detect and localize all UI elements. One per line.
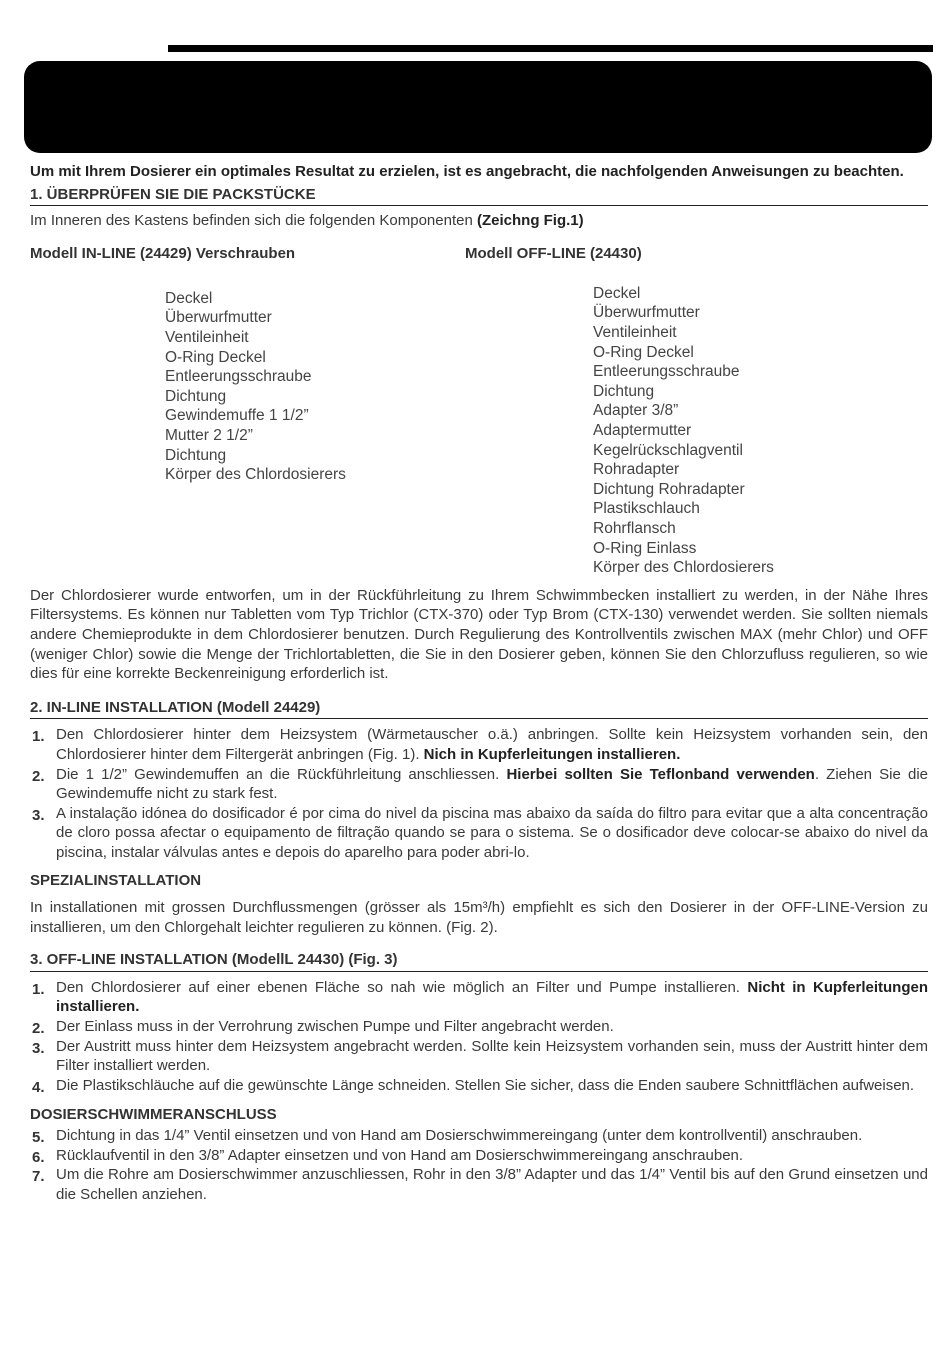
step-number: 2. (32, 767, 45, 785)
step-number: 1. (32, 980, 45, 998)
offline-part: Adaptermutter (593, 421, 692, 439)
offline-part: Entleerungsschraube (593, 363, 740, 381)
step-text: Die 1 1/2” Gewindemuffen an die Rückführleitung anschliessen. (56, 765, 507, 783)
inline-part: Körper des Chlordosierers (165, 466, 346, 484)
inline-parts-list (165, 289, 346, 485)
step-text: Rücklaufventil in den 3/8” Adapter einsetzen und von Hand am Dosierschwimmereingang anschrauben. (56, 1146, 744, 1164)
float-connection-steps (30, 1126, 928, 1204)
offline-part: Überwurfmutter (593, 304, 700, 322)
float-connection-heading: DOSIERSCHWIMMERANSCHLUSS (30, 1106, 277, 1124)
step-number: 7. (32, 1168, 45, 1186)
step-number: 3. (32, 1039, 45, 1057)
inline-part: Dichtung (165, 387, 227, 405)
list-item (30, 804, 928, 863)
step-warning: Hierbei sollten Sie Teflonband verwenden (506, 765, 815, 783)
step-text: A instalação idónea do dosificador é por cima do nivel da piscina mas abaixo da saída do filtro para evitar que a alta concentração de cloro possa afectar o equipamento de filtração quando se para o sistema. Se o dosificador deve colocar-se abaixo do nivel da piscina, instalar válvulas antes e depois do aparelho para poder abri-lo. (56, 804, 928, 861)
list-item (30, 725, 928, 764)
special-installation-heading: SPEZIALINSTALLATION (30, 871, 202, 889)
title-banner (24, 61, 932, 153)
inline-part: Dichtung (165, 446, 227, 464)
inline-installation-steps (30, 725, 928, 862)
offline-part: Kegelrückschlagventil (593, 441, 743, 459)
step-number: 6. (32, 1148, 45, 1166)
step-text: Um die Rohre am Dosierschwimmer anzuschliessen, Rohr in den 3/8” Adapter und das 1/4” Ventil bis auf den Grund einsetzen und die Schellen anziehen. (56, 1166, 928, 1203)
offline-part: Dichtung Rohradapter (593, 480, 745, 498)
offline-part: Dichtung (593, 382, 655, 400)
step-text: Den Chlordosierer hinter dem Heizsystem (Wärmetauscher o.ä.) anbringen. Sollte kein Heizsystem vorhanden sein, den Chlordosierer hinter dem Filtergerät anbringen (Fig. 1). (56, 726, 928, 763)
step-number: 1. (32, 728, 45, 746)
list-item (30, 1037, 928, 1076)
offline-part: Körper des Chlordosierers (593, 559, 774, 577)
offline-part: Ventileinheit (593, 323, 677, 341)
list-item (30, 978, 928, 1017)
inline-part: Überwurfmutter (165, 309, 272, 327)
offline-part: O-Ring Deckel (593, 343, 694, 361)
offline-model-title: Modell OFF-LINE (24430) (465, 244, 642, 262)
model-parts-lists (30, 244, 928, 586)
list-item (30, 1165, 928, 1204)
document-body (30, 162, 928, 1204)
step-text: Den Chlordosierer auf einer ebenen Fläche so nah wie möglich an Filter und Pumpe installieren. (56, 978, 748, 996)
inline-part: Mutter 2 1/2” (165, 426, 253, 444)
list-item (30, 1017, 928, 1037)
inline-part: Gewindemuffe 1 1/2” (165, 407, 309, 425)
offline-part: Deckel (593, 284, 641, 302)
list-item (30, 1146, 928, 1166)
list-item (30, 1076, 928, 1096)
step-warning: Nich in Kupferleitungen installieren. (423, 745, 681, 763)
intro-text: Um mit Ihrem Dosierer ein optimales Resultat zu erzielen, ist es angebracht, die nachfolgenden Anweisungen zu beachten. (30, 163, 904, 180)
inline-part: Ventileinheit (165, 328, 249, 346)
offline-part: Plastikschlauch (593, 500, 700, 518)
section-2-heading: 2. IN-LINE INSTALLATION (Modell 24429) (30, 698, 928, 720)
step-warning: Nicht in Kupferleitungen installieren. (56, 978, 928, 1016)
step-text: Der Einlass muss in der Verrohrung zwischen Pumpe und Filter angebracht werden. (56, 1018, 614, 1036)
step-number: 4. (32, 1078, 45, 1096)
section-1-heading: 1. ÜBERPRÜFEN SIE DIE PACKSTÜCKE (30, 185, 928, 207)
inline-part: Deckel (165, 289, 213, 307)
offline-part: O-Ring Einlass (593, 539, 697, 557)
offline-parts-list (593, 284, 774, 578)
step-number: 2. (32, 1020, 45, 1038)
section-1-text-plain: Im Inneren des Kastens befinden sich die folgenden Komponenten (30, 212, 473, 230)
section-1-text (30, 211, 928, 231)
step-text: Die Plastikschläuche auf die gewünschte Länge schneiden. Stellen Sie sicher, dass die Enden saubere Schnittflächen aufweisen. (56, 1076, 915, 1094)
offline-part: Rohradapter (593, 461, 680, 479)
list-item (30, 1126, 928, 1146)
offline-part: Adapter 3/8” (593, 402, 679, 420)
step-text: Dichtung in das 1/4” Ventil einsetzen und von Hand am Dosierschwimmereingang (unter dem kontrollventil) anschrauben. (56, 1127, 863, 1145)
step-number: 3. (32, 806, 45, 824)
step-text: Der Austritt muss hinter dem Heizsystem angebracht werden. Sollte kein Heizsystem vorhanden sein, muss der Austritt hinter dem Filter installiert werden. (56, 1037, 928, 1075)
list-item (30, 765, 928, 804)
step-number: 5. (32, 1129, 45, 1147)
inline-part: O-Ring Deckel (165, 348, 266, 366)
top-rule (168, 45, 933, 52)
offline-installation-steps (30, 978, 928, 1096)
offline-part: Rohrflansch (593, 519, 676, 537)
special-installation-text: In installationen mit grossen Durchflussmengen (grösser als 15m³/h) empfiehlt es sich den Dosierer in der OFF-LINE-Version zu installieren, um den Chlorgehalt leichter regulieren zu können. (Fig. 2). (30, 899, 928, 936)
figure-reference: (Zeichng Fig.1) (476, 212, 584, 230)
inline-model-title: Modell IN-LINE (24429) Verschrauben (30, 244, 296, 262)
inline-part: Entleerungsschraube (165, 368, 312, 386)
product-description: Der Chlordosierer wurde entworfen, um in der Rückführleitung zu Ihrem Schwimmbecken installiert zu werden, in der Nähe Ihres Filtersystems. Es können nur Tabletten vom Typ Trichlor (CTX-370) oder Typ Brom (CTX-130) verwendet werden. Sie sollten niemals andere Chemieprodukte in dem Chlordosierer benutzen. Durch Regulierung des Kontrollventils zwischen MAX (mehr Chlor) und OFF (weniger Chlor) sowie die Menge der Trichlortabletten, die Sie in den Dosierer geben, können Sie den Chlorzufluss regulieren, so wie dies für eine korrekte Beckenreinigung erforderlich ist. (30, 586, 928, 683)
step-text-after: . Ziehen Sie die Gewindemuffe nicht zu stark fest. (56, 765, 929, 803)
section-3-heading: 3. OFF-LINE INSTALLATION (ModellL 24430) (Fig. 3) (30, 950, 928, 972)
